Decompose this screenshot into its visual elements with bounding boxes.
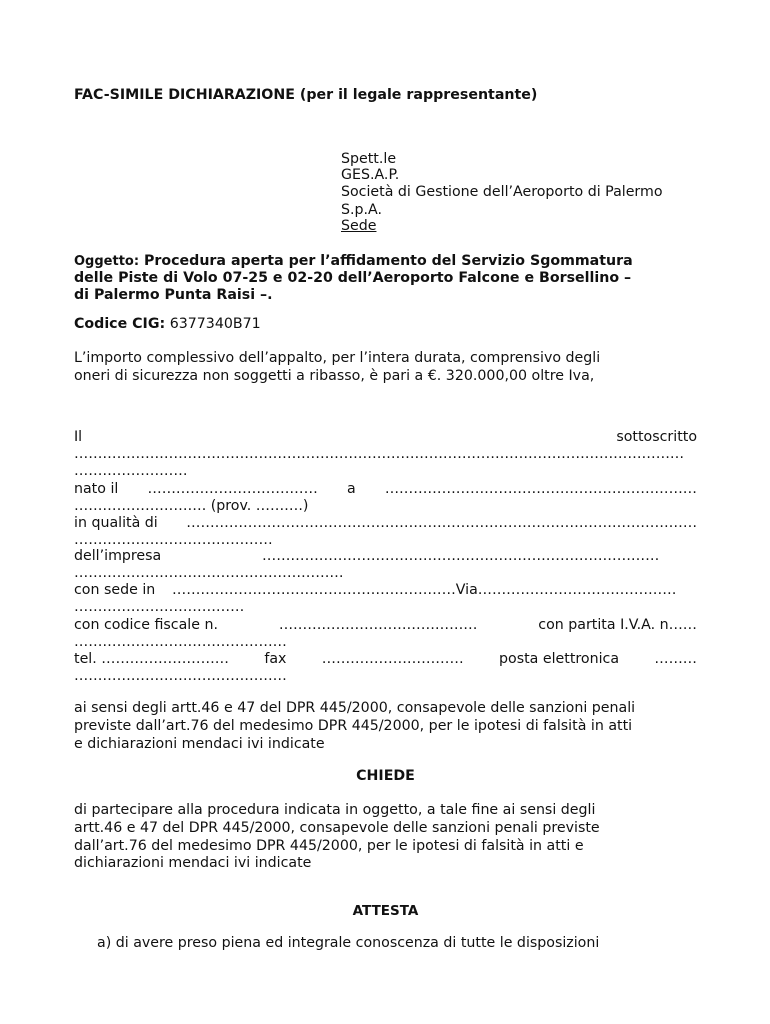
impresa-label: dell’impresa xyxy=(74,548,162,564)
sensi-line-3: e dichiarazioni mendaci ivi indicate xyxy=(74,736,325,752)
sede-label: con sede in xyxy=(74,582,156,598)
importo-line-1: L’importo complessivo dell’appalto, per l’intera durata, comprensivo degli xyxy=(74,350,601,366)
form-row-qualita xyxy=(74,514,697,532)
subject-text: Procedura aperta per l’affidamento del Servizio Sgommatura xyxy=(144,253,633,269)
recipient-line: Spett.le xyxy=(341,151,397,167)
subject-line-3: di Palermo Punta Raisi –. xyxy=(74,287,273,303)
a-label: a xyxy=(346,481,356,497)
fax-label: fax xyxy=(264,651,287,667)
cig-line xyxy=(74,315,261,333)
piva-blank-cont: ……………………………………… xyxy=(74,634,287,650)
prov-blank: ………………………. (prov. ……….) xyxy=(74,498,309,514)
nato-il-label: nato il xyxy=(74,481,119,497)
a-blank: ………………………………………………………… xyxy=(384,481,697,497)
sede-blank-cont: ……………………………… xyxy=(74,599,245,615)
chiede-heading: CHIEDE xyxy=(356,768,415,784)
chiede-line-3: dall’art.76 del medesimo DPR 445/2000, per le ipotesi di falsità in atti e xyxy=(74,838,584,854)
subject-line-2: delle Piste di Volo 07-25 e 02-20 dell’Aeroporto Falcone e Borsellino – xyxy=(74,270,632,286)
name-blank-cont: …………………… xyxy=(74,463,188,479)
pec-blank: ……… xyxy=(654,651,697,667)
il-label: Il xyxy=(74,429,83,445)
recipient-line: GES.A.P. xyxy=(341,167,400,183)
subject-label: Oggetto: xyxy=(74,254,140,269)
page-title: FAC-SIMILE DICHIARAZIONE (per il legale rappresentante) xyxy=(74,87,538,103)
chiede-line-1: di partecipare alla procedura indicata in oggetto, a tale fine ai sensi degli xyxy=(74,802,596,818)
impresa-blank: ………………………………………………………………………… xyxy=(262,548,660,564)
pec-label: posta elettronica xyxy=(499,651,620,667)
form-row-il xyxy=(74,428,697,446)
cf-blank: …………………………………… xyxy=(278,617,478,633)
form-row-cf xyxy=(74,616,697,634)
attesta-heading: ATTESTA xyxy=(352,903,419,919)
cf-label: con codice fiscale n. xyxy=(74,617,218,633)
cig-label: Codice CIG: xyxy=(74,316,166,332)
tel-label: tel. ……………………… xyxy=(74,651,229,667)
cig-value: 6377340B71 xyxy=(169,316,261,332)
piva-label: con partita I.V.A. n…… xyxy=(538,617,697,633)
fax-blank: ………………………… xyxy=(321,651,464,667)
recipient-line: S.p.A. xyxy=(341,202,382,218)
pec-blank-cont: ……………………………………… xyxy=(74,668,287,684)
nato-blank: ……………………………… xyxy=(147,481,318,497)
name-blank: ………………………………………………………………………………………………………………… xyxy=(74,446,685,462)
recipient-line: Sede xyxy=(341,218,377,234)
chiede-line-2: artt.46 e 47 del DPR 445/2000, consapevole delle sanzioni penali previste xyxy=(74,820,600,836)
attesta-item-a: a) di avere preso piena ed integrale conoscenza di tutte le disposizioni xyxy=(97,935,600,951)
form-row-contacts xyxy=(74,650,697,668)
sede-blank: ……………………………………………………Via…………………………………… xyxy=(172,582,677,598)
sensi-line-1: ai sensi degli artt.46 e 47 del DPR 445/2000, consapevole delle sanzioni penali xyxy=(74,700,636,716)
form-row-nato xyxy=(74,480,697,498)
qualita-label: in qualità di xyxy=(74,515,158,531)
qualita-blank: ……………………………………………………………………………………………… xyxy=(186,515,697,531)
qualita-blank-cont: …………………………………… xyxy=(74,532,273,548)
impresa-blank-cont: ………………………………………………… xyxy=(74,565,344,581)
sensi-line-2: previste dall’art.76 del medesimo DPR 445/2000, per le ipotesi di falsità in atti xyxy=(74,718,633,734)
sottoscritto-label: sottoscritto xyxy=(616,429,697,445)
recipient-line: Società di Gestione dell’Aeroporto di Palermo xyxy=(341,184,663,200)
importo-line-2: oneri di sicurezza non soggetti a ribasso, è pari a €. 320.000,00 oltre Iva, xyxy=(74,368,595,384)
chiede-line-4: dichiarazioni mendaci ivi indicate xyxy=(74,855,312,871)
